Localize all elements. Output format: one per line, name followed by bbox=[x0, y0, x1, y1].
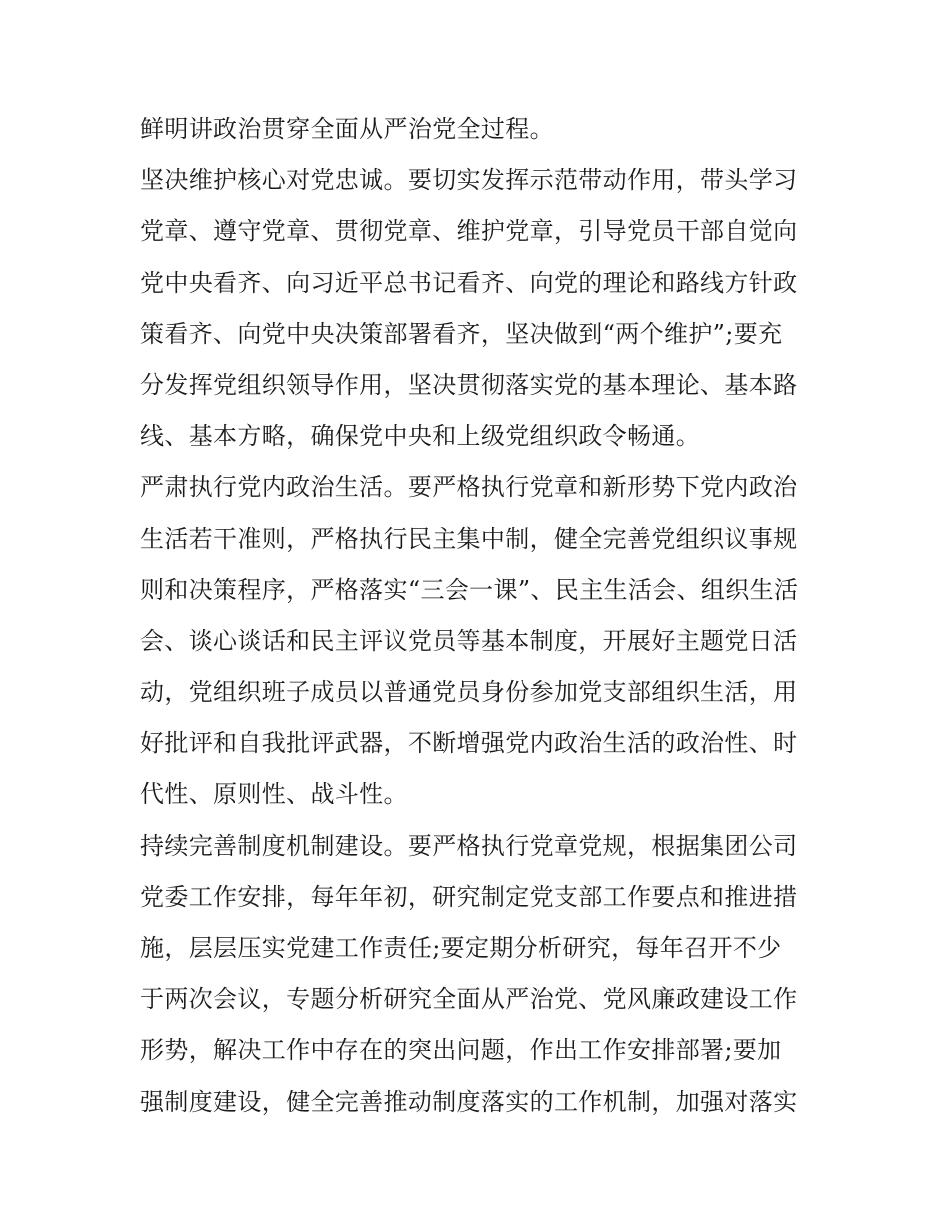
document-body bbox=[140, 104, 830, 1128]
text-line: 生活若干准则，严格执行民主集中制，健全完善党组织议事规 bbox=[140, 524, 798, 553]
text-line: 施，层层压实党建工作责任;要定期分析研究，每年召开不少 bbox=[140, 934, 782, 962]
text-line: 分发挥党组织领导作用，坚决贯彻落实党的基本理论、基本路 bbox=[140, 370, 798, 399]
text-line: 会、谈心谈话和民主评议党员等基本制度，开展好主题党日活 bbox=[140, 626, 798, 655]
text-line: 策看齐、向党中央决策部署看齐，坚决做到“两个维护”;要充 bbox=[140, 319, 783, 348]
text-line: 代性、原则性、战斗性。 bbox=[140, 780, 408, 809]
text-line: 党中央看齐、向习近平总书记看齐、向党的理论和路线方针政 bbox=[140, 268, 798, 297]
text-line: 党章、遵守党章、贯彻党章、维护党章，引导党员干部自觉向 bbox=[140, 217, 798, 246]
text-line: 于两次会议，专题分析研究全面从严治党、党风廉政建设工作 bbox=[140, 985, 798, 1014]
text-line: 严肃执行党内政治生活。要严格执行党章和新形势下党内政治 bbox=[140, 473, 798, 502]
text-line: 动，党组织班子成员以普通党员身份参加党支部组织生活，用 bbox=[140, 678, 798, 707]
text-line: 强制度建设，健全完善推动制度落实的工作机制，加强对落实 bbox=[140, 1087, 798, 1116]
text-line: 则和决策程序，严格落实“三会一课”、民主生活会、组织生活 bbox=[140, 575, 799, 604]
text-line: 线、基本方略，确保党中央和上级党组织政令畅通。 bbox=[140, 422, 701, 451]
text-line: 形势，解决工作中存在的突出问题，作出工作安排部署;要加 bbox=[140, 1036, 782, 1065]
text-line: 好批评和自我批评武器，不断增强党内政治生活的政治性、时 bbox=[140, 729, 798, 758]
text-line: 党委工作安排，每年年初，研究制定党支部工作要点和推进措 bbox=[140, 882, 798, 911]
text-line: 坚决维护核心对党忠诚。要切实发挥示范带动作用，带头学习 bbox=[140, 166, 798, 195]
text-line: 鲜明讲政治贯穿全面从严治党全过程。 bbox=[140, 115, 554, 143]
text-line: 持续完善制度机制建设。要严格执行党章党规，根据集团公司 bbox=[140, 831, 798, 860]
